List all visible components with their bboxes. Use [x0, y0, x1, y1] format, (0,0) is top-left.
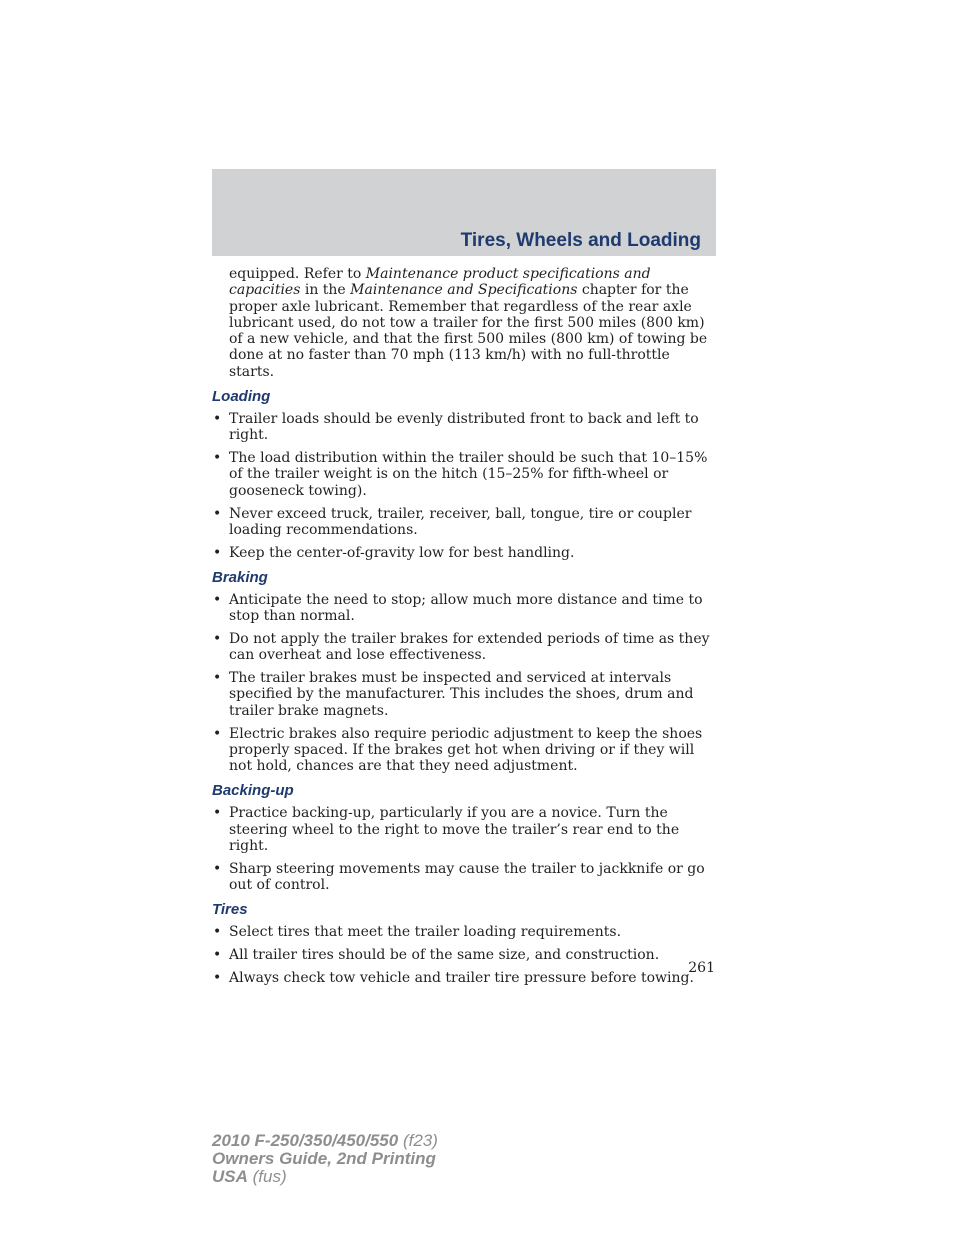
- list-item: [212, 861, 718, 894]
- bullet-icon: •: [213, 411, 222, 428]
- list-item: [212, 631, 718, 664]
- footer-market-line: [212, 1168, 438, 1186]
- list-item-text: Practice backing-up, particularly if you are a novice. Turn the steering wheel to the right to move the trailer’s rear end to the right.: [229, 805, 680, 855]
- list-item: [212, 450, 718, 499]
- list-item: [212, 924, 718, 940]
- list-item: [212, 545, 718, 561]
- bullet-icon: •: [213, 450, 222, 467]
- list-item-text: Select tires that meet the trailer loading requirements.: [229, 924, 622, 941]
- section-title: Tires, Wheels and Loading: [460, 230, 701, 251]
- list-item-text: The trailer brakes must be inspected and serviced at intervals specified by the manufacturer. This includes the shoes, drum and trailer brake magnets.: [229, 670, 694, 719]
- bullet-icon: •: [213, 947, 222, 964]
- bullet-icon: •: [213, 860, 222, 877]
- intro-paragraph: [229, 266, 718, 380]
- bullet-icon: •: [213, 591, 222, 608]
- bullet-icon: •: [213, 544, 222, 561]
- bullet-list: [212, 411, 718, 561]
- page-number: 261: [688, 960, 715, 976]
- intro-reference-link: Maintenance product specifications and capacities: [229, 266, 651, 299]
- intro-text: chapter for the proper axle lubricant. Remember that regardless of the rear axle lubricant used, do not tow a trailer for the first 500 miles (800 km) of a new vehicle, and that the first 500 miles (800 km) of towing be done at no faster than 70 mph (113 km/h) with no full-throttle starts.: [229, 282, 708, 380]
- section-heading: Loading: [212, 388, 271, 406]
- footer-edition-line: Owners Guide, 2nd Printing: [212, 1149, 436, 1168]
- list-item: [212, 726, 718, 775]
- section-backing-up: [212, 782, 718, 893]
- list-item: [212, 506, 718, 539]
- bullet-icon: •: [213, 631, 222, 648]
- footer-model: 2010 F-250/350/450/550: [212, 1131, 399, 1150]
- bullet-icon: •: [213, 725, 222, 742]
- footer-model-line: [212, 1132, 438, 1150]
- section-braking: [212, 569, 718, 774]
- intro-chapter-reference: Maintenance and Specifications: [350, 282, 578, 299]
- list-item-text: Electric brakes also require periodic adjustment to keep the shoes properly spaced. If the brakes get hot when driving or if they will not hold, chances are that they need adjustment.: [229, 725, 703, 775]
- page-content: [212, 266, 718, 994]
- bullet-list: [212, 592, 718, 774]
- section-loading: [212, 388, 718, 561]
- bullet-icon: •: [213, 970, 222, 986]
- bullet-icon: •: [213, 805, 222, 822]
- bullet-list: [212, 805, 718, 893]
- list-item-text: Do not apply the trailer brakes for extended periods of time as they can overheat and lose effectiveness.: [229, 631, 710, 664]
- list-item-text: The load distribution within the trailer should be such that 10–15% of the trailer weight is on the hitch (15–25% for fifth-wheel or gooseneck towing).: [229, 450, 708, 499]
- list-item-text: Anticipate the need to stop; allow much more distance and time to stop than normal.: [229, 591, 703, 625]
- footer-market-code: (fus): [247, 1167, 287, 1186]
- list-item-text: Sharp steering movements may cause the trailer to jackknife or go out of control.: [229, 860, 705, 894]
- bullet-icon: •: [213, 670, 222, 687]
- intro-text: in the: [300, 282, 351, 299]
- list-item-text: Keep the center-of-gravity low for best handling.: [229, 544, 575, 561]
- list-item: [212, 592, 718, 625]
- section-heading: Backing-up: [212, 782, 294, 800]
- list-item-text: Never exceed truck, trailer, receiver, ball, tongue, tire or coupler loading recommendations.: [229, 505, 692, 538]
- section-heading: Tires: [212, 901, 248, 919]
- list-item: [212, 411, 718, 444]
- intro-text: equipped. Refer to: [229, 266, 366, 282]
- list-item: [212, 805, 718, 854]
- list-item-text: Trailer loads should be evenly distributed front to back and left to right.: [229, 411, 699, 444]
- section-header-band: [212, 169, 716, 256]
- list-item-text: All trailer tires should be of the same size, and construction.: [229, 947, 660, 964]
- footer-model-code: (f23): [398, 1131, 438, 1150]
- section-heading: Braking: [212, 568, 268, 586]
- bullet-list: [212, 924, 718, 986]
- list-item-text: Always check tow vehicle and trailer tire pressure before towing.: [229, 970, 694, 986]
- bullet-icon: •: [213, 505, 222, 522]
- footer-market: USA: [212, 1167, 248, 1186]
- list-item: [212, 670, 718, 719]
- bullet-icon: •: [213, 924, 222, 941]
- document-footer: [212, 1132, 438, 1186]
